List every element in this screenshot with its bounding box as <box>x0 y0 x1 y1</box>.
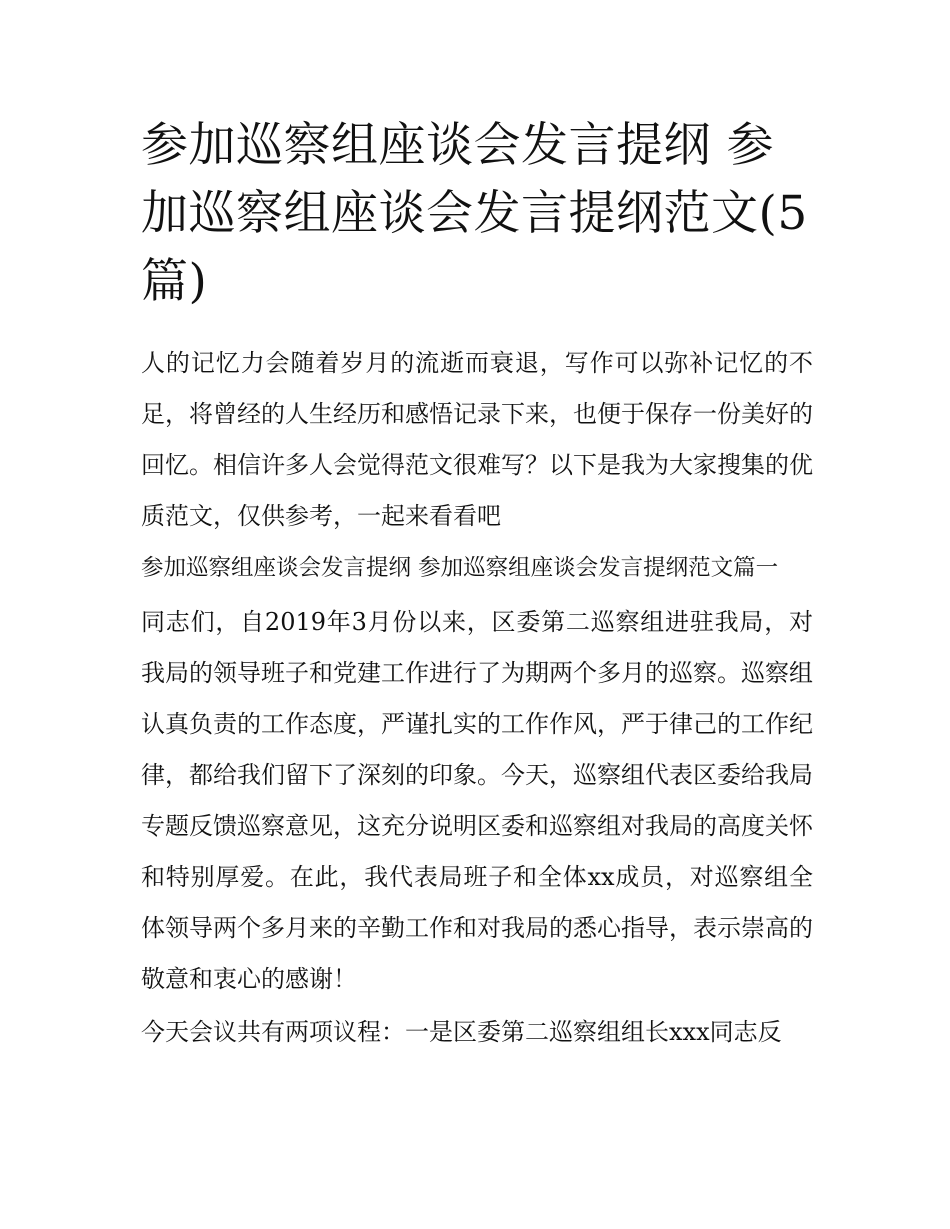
section-heading-block <box>141 544 813 593</box>
document-title: 参加巡察组座谈会发言提纲 参加巡察组座谈会发言提纲范文(5篇) <box>141 118 808 309</box>
document-content <box>141 112 813 1058</box>
body-paragraph-2: 今天会议共有两项议程：一是区委第二巡察组组长xxx同志反 <box>141 1018 782 1046</box>
intro-paragraph: 人的记忆力会随着岁月的流逝而衰退，写作可以弥补记忆的不足，将曾经的人生经历和感悟记录下来，也便于保存一份美好的回忆。相信许多人会觉得范文很难写？以下是我为大家搜集的优质范文，仅供参考，一起来看看吧 <box>141 349 813 530</box>
body-paragraph-1: 同志们，自2019年3月份以来，区委第二巡察组进驻我局，对我局的领导班子和党建工作进行了为期两个多月的巡察。巡察组认真负责的工作态度，严谨扎实的工作作风，严于律己的工作纪律，都给我们留下了深刻的印象。今天，巡察组代表区委给我局专题反馈巡察意见，这充分说明区委和巡察组对我局的高度关怀和特别厚爱。在此，我代表局班子和全体xx成员，对巡察组全体领导两个多月来的辛勤工作和对我局的悉心指导，表示崇高的敬意和衷心的感谢！ <box>141 608 813 993</box>
section-heading: 参加巡察组座谈会发言提纲 参加巡察组座谈会发言提纲范文篇一 <box>141 555 779 581</box>
